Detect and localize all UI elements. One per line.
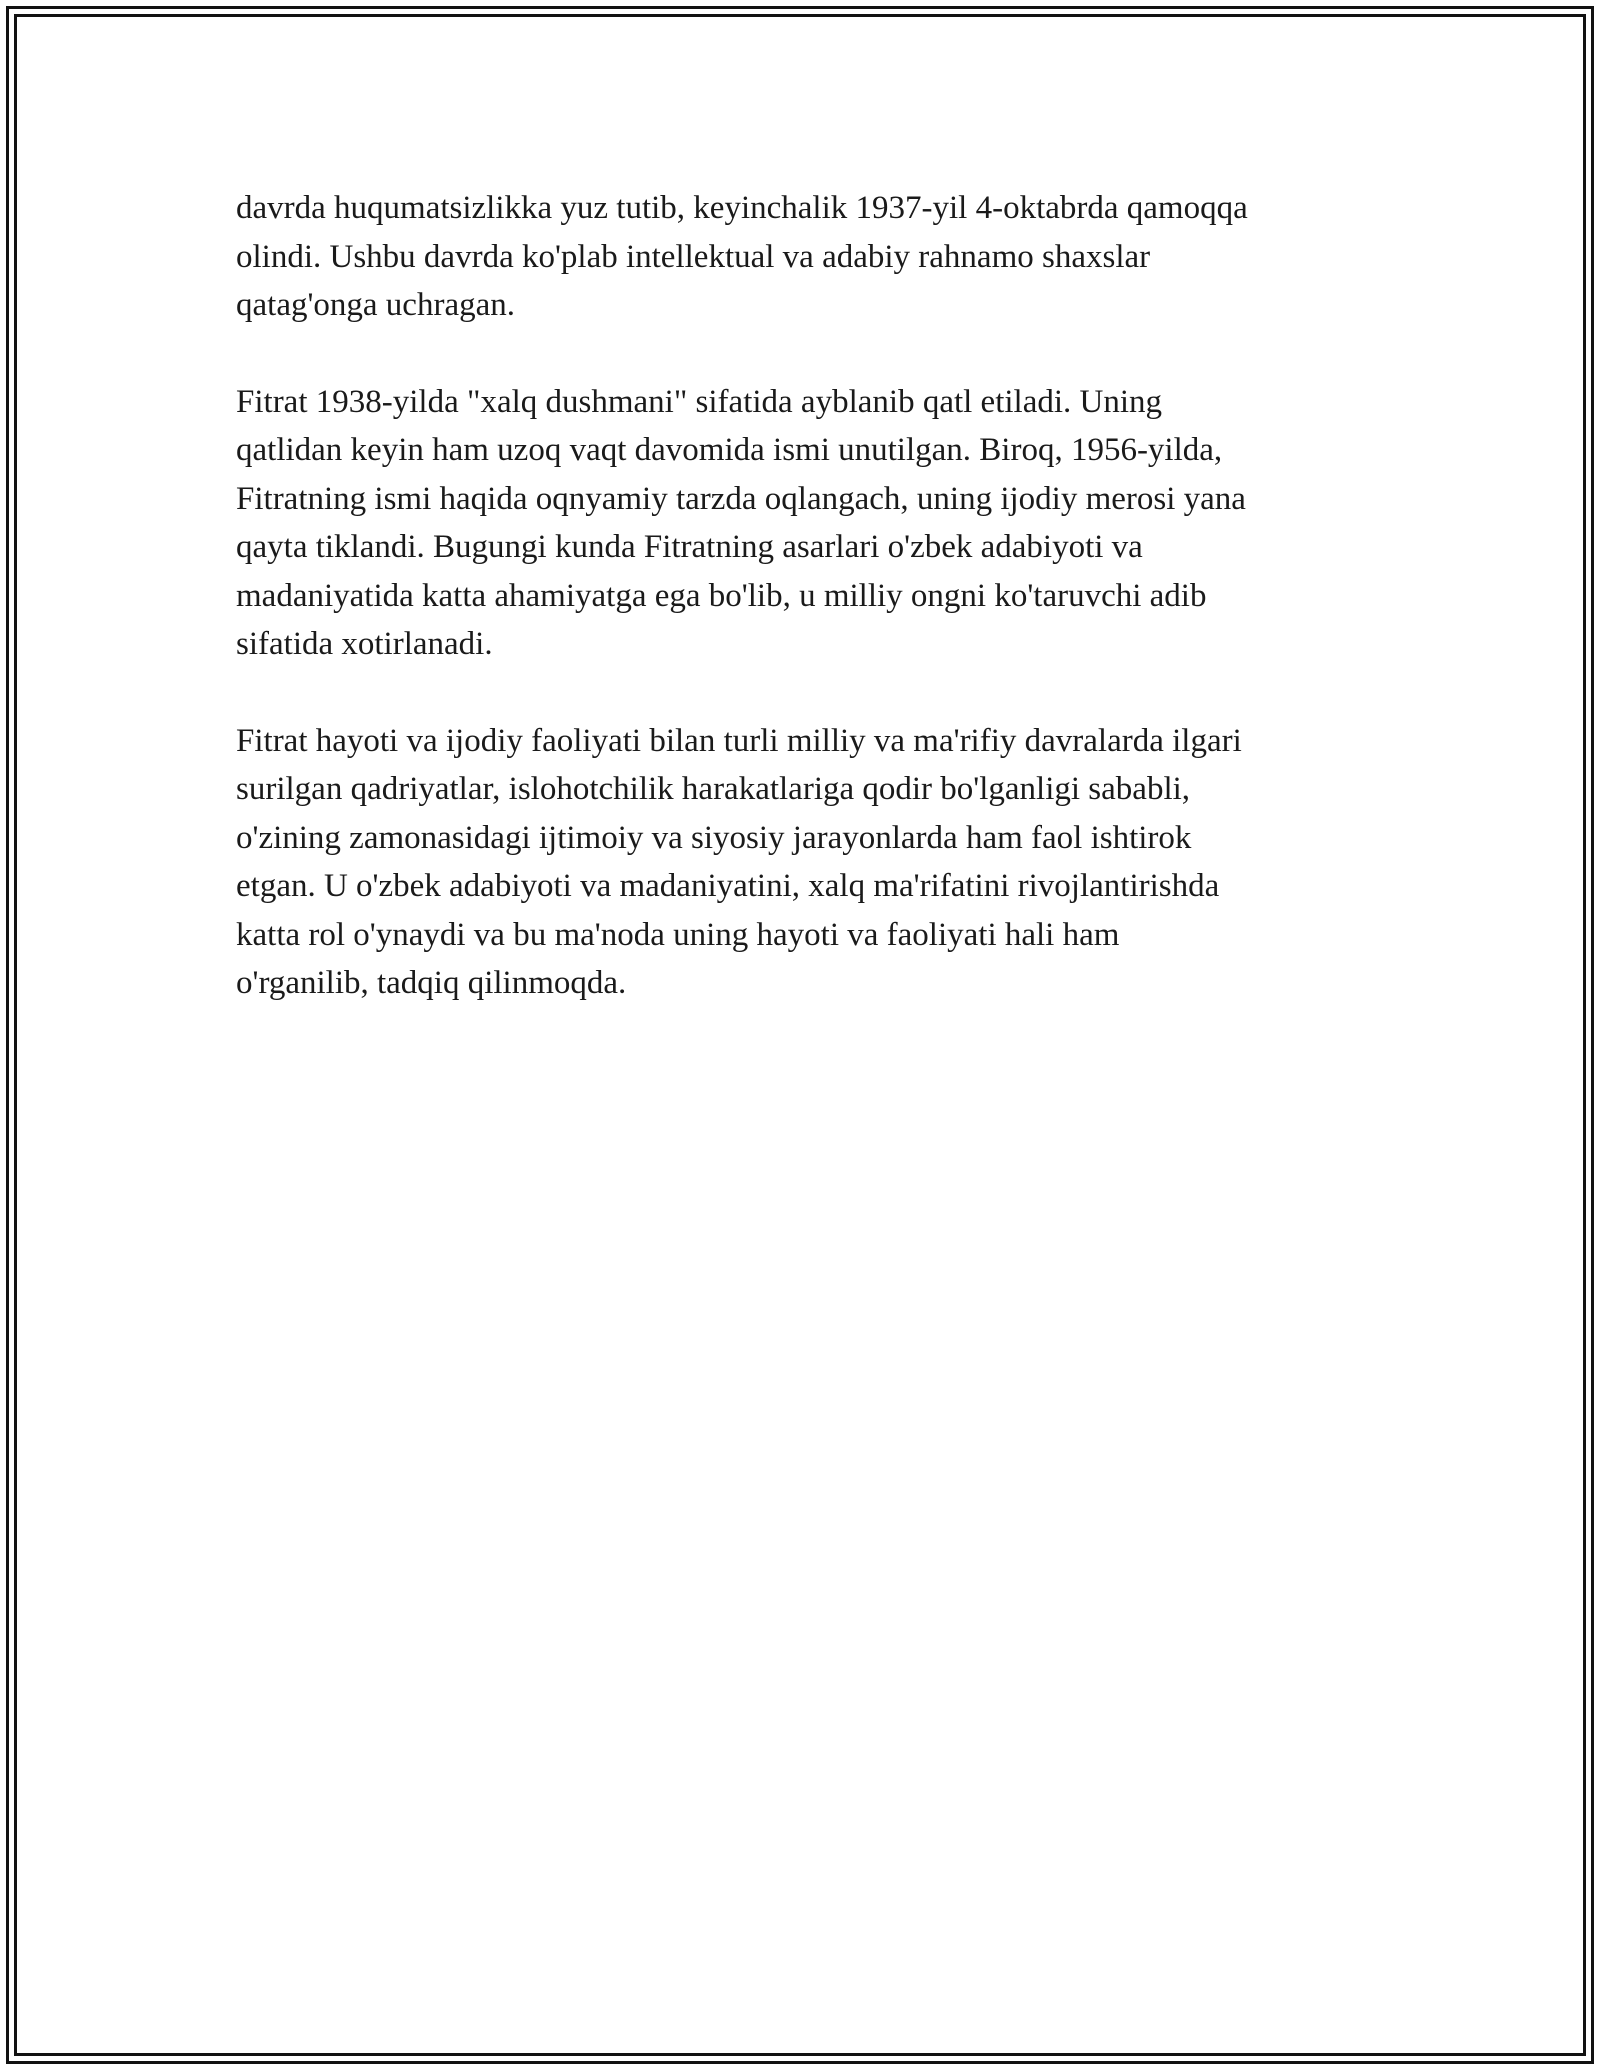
text-line: surilgan qadriyatlar, islohotchilik harakatlariga qodir bo'lganligi sababli, — [236, 771, 1191, 807]
text-line: qatag'onga uchragan. — [236, 287, 515, 323]
text-line: etgan. U o'zbek adabiyoti va madaniyatini, xalq ma'rifatini rivojlantirishda — [236, 868, 1220, 904]
text-line: o'rganilib, tadqiq qilinmoqda. — [236, 965, 627, 1001]
paragraph-3 — [236, 717, 1376, 1008]
text-line: qatlidan keyin ham uzoq vaqt davomida ismi unutilgan. Biroq, 1956-yilda, — [236, 432, 1223, 468]
text-line: Fitrat hayoti va ijodiy faoliyati bilan turli milliy va ma'rifiy davralarda ilgari — [236, 722, 1242, 759]
text-line: qayta tiklandi. Bugungi kunda Fitratning asarlari o'zbek adabiyoti va — [236, 529, 1143, 565]
text-line: katta rol o'ynaydi va bu ma'noda uning hayoti va faoliyati hali ham — [236, 916, 1120, 953]
text-line: madaniyatida katta ahamiyatga ega bo'lib, u milliy ongni ko'taruvchi adib — [236, 577, 1207, 614]
text-line: davrda huqumatsizlikka yuz tutib, keyinchalik 1937-yil 4-oktabrda qamoqqa — [236, 190, 1248, 226]
text-line: Fitrat 1938-yilda "xalq dushmani" sifatida ayblanib qatl etiladi. Uning — [236, 383, 1163, 420]
text-line: sifatida xotirlanadi. — [236, 626, 493, 662]
paragraph-1 — [236, 184, 1376, 330]
paragraph-2 — [236, 378, 1376, 669]
document-body — [236, 184, 1376, 1056]
text-line: Fitratning ismi haqida oqnyamiy tarzda oqlangach, uning ijodiy merosi yana — [236, 480, 1246, 517]
text-line: olindi. Ushbu davrda ko'plab intellektual va adabiy rahnamo shaxslar — [236, 238, 1151, 275]
text-line: o'zining zamonasidagi ijtimoiy va siyosiy jarayonlarda ham faol ishtirok — [236, 819, 1192, 856]
